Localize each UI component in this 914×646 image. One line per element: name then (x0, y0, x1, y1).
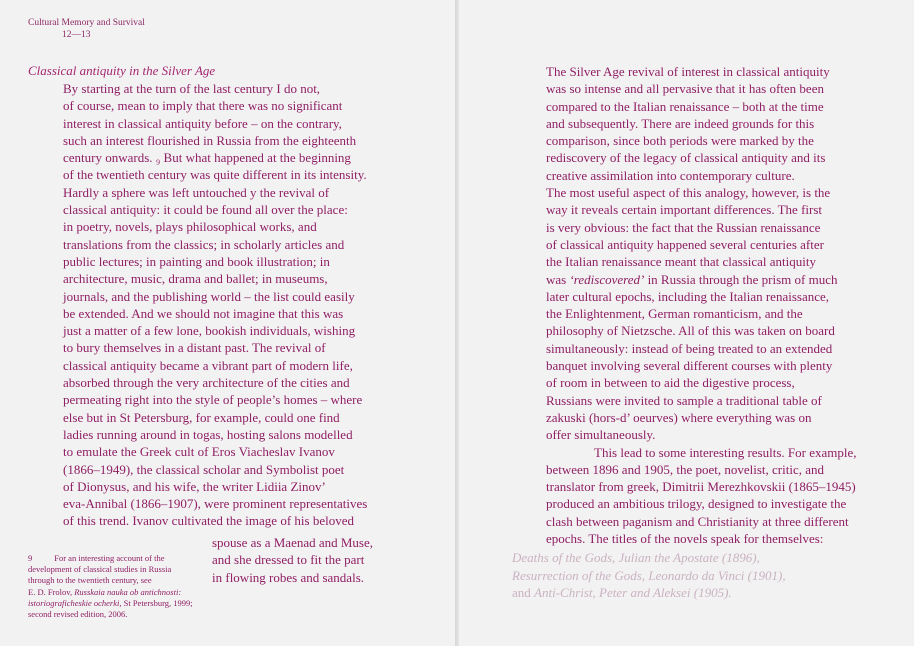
body-line: offer simultaneously. (546, 427, 656, 443)
body-line: classical antiquity became a vibrant part of modern life, (63, 357, 353, 373)
running-head (28, 17, 145, 41)
body-line: in poetry, novels, plays philosophical works, and (63, 219, 317, 235)
body-line: epochs. The titles of the novels speak for themselves: (546, 531, 824, 547)
body-line: This lead to some interesting results. For example, (594, 444, 857, 460)
body-line: produced an ambitious trilogy, designed to investigate the (546, 496, 847, 512)
body-line: (1866–1949), the classical scholar and Symbolist poet (63, 461, 345, 477)
body-line: and she dressed to fit the part (212, 552, 365, 568)
body-line: comparison, since both periods were marked by the (546, 133, 814, 149)
body-line: The most useful aspect of this analogy, however, is the (546, 185, 831, 201)
body-line: of classical antiquity happened several centuries after (546, 236, 824, 252)
novel-title-line: and Anti-Christ, Peter and Aleksei (1905). (512, 585, 732, 600)
footnote-line: istoriograficheskie ocherki, St Petersburg, 1999; (28, 597, 193, 608)
body-line: zakuski (hors-d’ oeurves) where everything was on (546, 409, 812, 425)
footnote-number: 9 (28, 553, 33, 563)
body-line: of Dionysus, and his wife, the writer Lidiia Zinov’ (63, 478, 326, 494)
body-line: The Silver Age revival of interest in classical antiquity (546, 64, 830, 79)
body-line: creative assimilation into contemporary culture. (546, 167, 795, 183)
body-line: By starting at the turn of the last century I do not, (63, 81, 321, 96)
body-line: later cultural epochs, including the Italian renaissance, (546, 288, 829, 304)
body-line: Hardly a sphere was left untouched y the revival of (63, 184, 330, 200)
footnote-line: E. D. Frolov, Russkaia nauka ob antichnosti: (28, 586, 182, 597)
body-line: architecture, music, drama and ballet; in museums, (63, 271, 328, 287)
body-line: interest in classical antiquity before – on the contrary, (63, 115, 342, 131)
page-numbers: 12—13 (62, 30, 91, 40)
body-line: century onwards. ₉ But what happened at the beginning (63, 150, 351, 166)
novel-title-line: Resurrection of the Gods, Leonardo da Vinci (1901), (512, 567, 786, 583)
paragraph-3 (546, 444, 891, 548)
footnote (28, 553, 208, 620)
body-line: simultaneously: instead of being treated to an extended (546, 340, 833, 356)
body-line: Russians were invited to sample a traditional table of (546, 392, 822, 408)
body-line: between 1896 and 1905, the poet, novelist, critic, and (546, 461, 824, 477)
body-line: to emulate the Greek cult of Eros Viacheslav Ivanov (63, 444, 335, 460)
body-line: way it reveals certain important differences. The first (546, 202, 823, 218)
paragraph-2-emphasis-line: was ‘rediscovered’ in Russia through the prism of much (546, 271, 838, 287)
footnote-line: development of classical studies in Russia (28, 564, 172, 575)
novel-title-line: Deaths of the Gods, Julian the Apostate (1896), (512, 550, 760, 565)
novel-titles (512, 549, 872, 602)
body-line: such an interest flourished in Russia from the eighteenth (63, 132, 357, 148)
paragraph-2 (546, 184, 891, 270)
body-line: banquet involving several different courses with plenty (546, 358, 833, 374)
body-line: spouse as a Maenad and Muse, (212, 535, 374, 550)
body-line: compared to the Italian renaissance – both at the time (546, 98, 824, 114)
body-line: else but in St Petersburg, for example, could one find (63, 409, 340, 425)
body-line: translations from the classics; in scholarly articles and (63, 236, 345, 252)
left-body-continued (212, 534, 432, 586)
section-heading: Classical antiquity in the Silver Age (28, 63, 216, 78)
body-line: public lectures; in painting and book illustration; in (63, 253, 330, 269)
left-body-text (63, 80, 423, 530)
body-line: philosophy of Nietzsche. All of this was taken on board (546, 323, 835, 339)
body-line: of the twentieth century was quite different in its intensity. (63, 167, 367, 183)
right-body-text (546, 63, 891, 547)
body-line: permeating right into the style of people’s homes – where (63, 392, 363, 408)
running-head-title: Cultural Memory and Survival (28, 18, 145, 28)
paragraph-2-continued (546, 288, 891, 444)
body-line: was so intense and all pervasive that it has often been (546, 81, 824, 97)
body-line: clash between paganism and Christianity at three different (546, 513, 849, 529)
body-line: rediscovery of the legacy of classical antiquity and its (546, 150, 826, 166)
body-line: the Italian renaissance meant that classical antiquity (546, 254, 817, 270)
footnote-line: through to the twentieth century, see (28, 575, 152, 586)
body-line: of course, mean to imply that there was no significant (63, 98, 343, 114)
body-line: the Enlightenment, German romanticism, and the (546, 306, 803, 322)
body-line: in flowing robes and sandals. (212, 569, 365, 585)
body-line: and subsequently. There are indeed grounds for this (546, 115, 815, 131)
body-line: be extended. And we should not imagine that this was (63, 305, 344, 321)
body-line: eva-Annibal (1866–1907), were prominent representatives (63, 496, 368, 512)
body-line: absorbed through the very architecture of the cities and (63, 375, 350, 391)
body-line: of this trend. Ivanov cultivated the image of his beloved (63, 513, 354, 529)
left-page (0, 0, 455, 646)
body-line: journals, and the publishing world – the list could easily (63, 288, 355, 304)
body-line: ladies running around in togas, hosting salons modelled (63, 426, 353, 442)
footnote-line: 9 For an interesting account of the (28, 553, 165, 563)
footnote-line: second revised edition, 2006. (28, 609, 128, 620)
body-line: translator from greek, Dimitrii Merezhkovskii (1865–1945) (546, 479, 856, 495)
paragraph-1 (546, 63, 891, 184)
body-line: of room in between to aid the digestive process, (546, 375, 795, 391)
body-line: is very obvious: the fact that the Russian renaissance (546, 219, 821, 235)
body-line: just a matter of a few lone, bookish individuals, wishing (63, 323, 356, 339)
body-line: to bury themselves in a distant past. The revival of (63, 340, 326, 356)
body-line: classical antiquity: it could be found all over the place: (63, 202, 348, 218)
